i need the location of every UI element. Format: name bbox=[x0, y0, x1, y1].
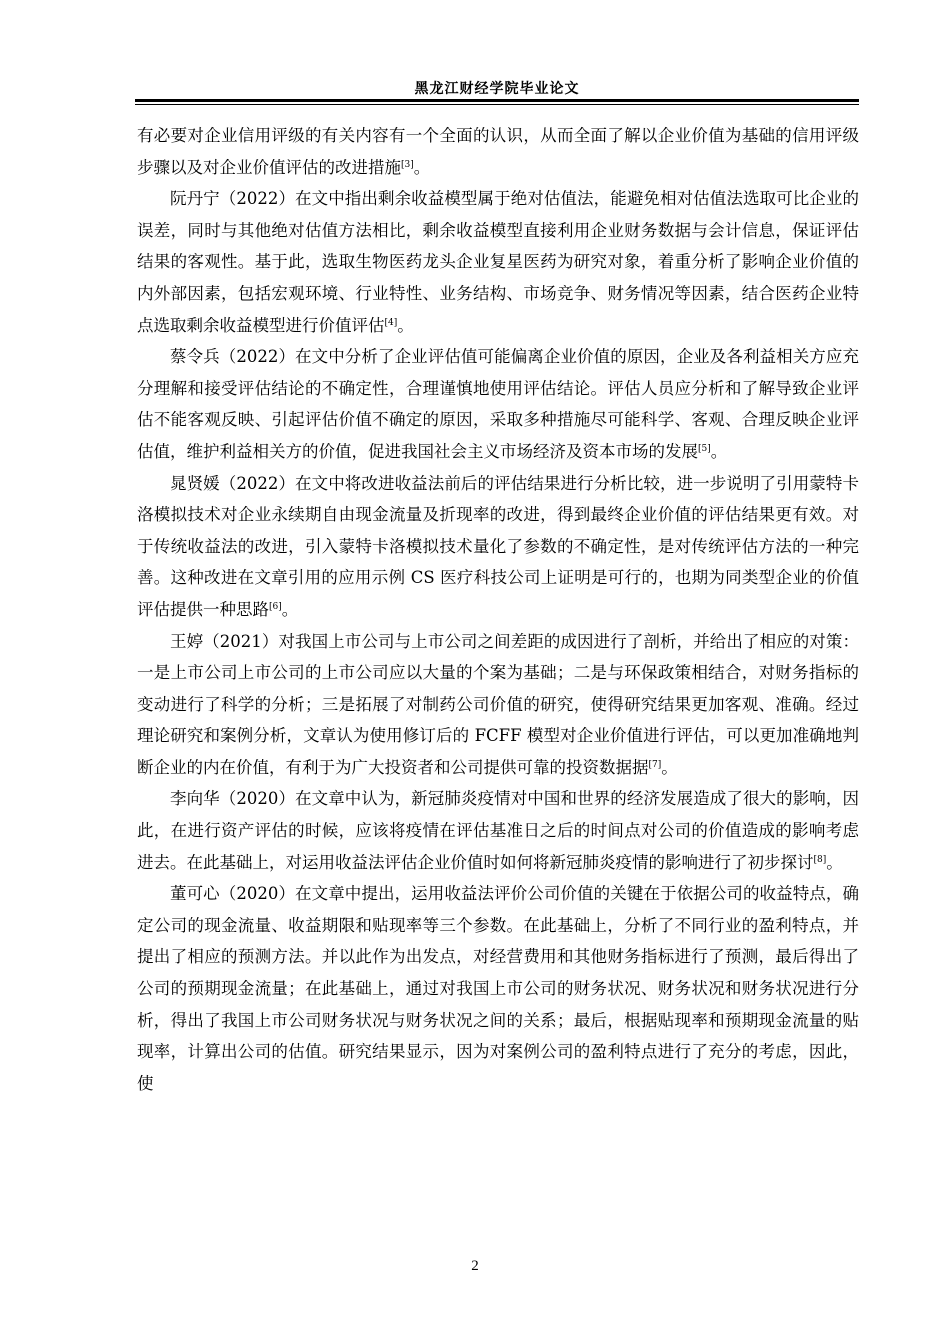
paragraph-text: 有必要对企业信用评级的有关内容有一个全面的认识，从而全面了解以企业价值为基础的信用评级步骤以及对企业价值评估的改进措施 bbox=[137, 126, 859, 177]
paragraph-end: 。 bbox=[413, 157, 431, 177]
citation-ref: [6] bbox=[269, 601, 282, 612]
paragraph-text: 晁贤媛（2022）在文中将改进收益法前后的评估结果进行分析比较，进一步说明了引用蒙特卡洛模拟技术对企业永续期自由现金流量及折现率的改进，得到最终企业价值的评估结果更有效。对于传统收益法的改进，引入蒙特卡洛模拟技术量化了参数的不确定性，是对传统评估方法的一种完善。这种改进在文章引用的应用示例 CS 医疗科技公司上证明是可行的，也期为同类型企业的价值评估提供一种思路 bbox=[137, 473, 859, 619]
running-header: 黑龙江财经学院毕业论文 bbox=[414, 81, 580, 97]
paragraph bbox=[137, 468, 859, 626]
citation-ref: [3] bbox=[401, 159, 414, 170]
paragraph-end: 。 bbox=[397, 315, 414, 335]
paragraph-text: 蔡令兵（2022）在文中分析了企业评估值可能偏离企业价值的原因，企业及各利益相关方应充分理解和接受评估结论的不确定性，合理谨慎地使用评估结论。评估人员应分析和了解导致企业评估不能客观反映、引起评估价值不确定的原因，采取多种措施尽可能科学、客观、合理反映企业评估值，维护利益相关方的价值，促进我国社会主义市场经济及资本市场的发展 bbox=[137, 347, 859, 461]
page-number: 2 bbox=[471, 1258, 479, 1274]
body-text bbox=[137, 120, 859, 1099]
paragraph-end: 。 bbox=[281, 599, 299, 619]
paragraph-text: 董可心（2020）在文章中提出，运用收益法评价公司价值的关键在于依据公司的收益特点，确定公司的现金流量、收益期限和贴现率等三个参数。在此基础上，分析了不同行业的盈利特点，并提出了相应的预测方法。并以此作为出发点，对经营费用和其他财务指标进行了预测，最后得出了公司的预期现金流量；在此基础上，通过对我国上市公司的财务状况、财务状况和财务状况进行分析，得出了我国上市公司财务状况与财务状况之间的关系；最后，根据贴现率和预期现金流量的贴现率，计算出公司的估值。研究结果显示，因为对案例公司的盈利特点进行了充分的考虑，因此，使 bbox=[137, 884, 859, 1093]
paragraph-text: 王婷（2021）对我国上市公司与上市公司之间差距的成因进行了剖析，并给出了相应的对策：一是上市公司上市公司的上市公司应以大量的个案为基础；二是与环保政策相结合，对财务指标的变动进行了科学的分析；三是拓展了对制药公司价值的研究，使得研究结果更加客观、准确。经过理论研究和案例分析，文章认为使用修订后的 FCFF 模型对企业价值进行评估，可以更加准确地判断企业的内在价值，有利于为广大投资者和公司提供可靠的投资数据据 bbox=[137, 631, 859, 777]
citation-ref: [4] bbox=[384, 317, 398, 328]
paragraph bbox=[137, 878, 859, 1099]
paragraph-end: 。 bbox=[710, 441, 728, 461]
citation-ref: [7] bbox=[648, 759, 662, 770]
citation-ref: [8] bbox=[813, 854, 827, 865]
paragraph-text: 李向华（2020）在文章中认为，新冠肺炎疫情对中国和世界的经济发展造成了很大的影响，因此，在进行资产评估的时候，应该将疫情在评估基准日之后的时间点对公司的价值造成的影响考虑进去。在此基础上，对运用收益法评估企业价值时如何将新冠肺炎疫情的影响进行了初步探讨 bbox=[137, 789, 859, 872]
paragraph-end: 。 bbox=[826, 852, 843, 872]
paragraph bbox=[137, 120, 859, 183]
paragraph-text: 阮丹宁（2022）在文中指出剩余收益模型属于绝对估值法，能避免相对估值法选取可比企业的误差，同时与其他绝对估值方法相比，剩余收益模型直接利用企业财务数据与会计信息，保证评估结果的客观性。基于此，选取生物医药龙头企业复星医药为研究对象，着重分析了影响企业价值的内外部因素，包括宏观环境、行业特性、业务结构、市场竞争、财务情况等因素，结合医药企业特点选取剩余收益模型进行价值评估 bbox=[137, 189, 859, 335]
paragraph bbox=[137, 341, 859, 467]
paragraph-end: 。 bbox=[661, 757, 678, 777]
header-rule-thin bbox=[135, 104, 859, 105]
paragraph bbox=[137, 783, 859, 878]
header-rule-thick bbox=[135, 99, 859, 102]
paragraph bbox=[137, 183, 859, 341]
citation-ref: [5] bbox=[698, 443, 711, 454]
paragraph bbox=[137, 626, 859, 784]
